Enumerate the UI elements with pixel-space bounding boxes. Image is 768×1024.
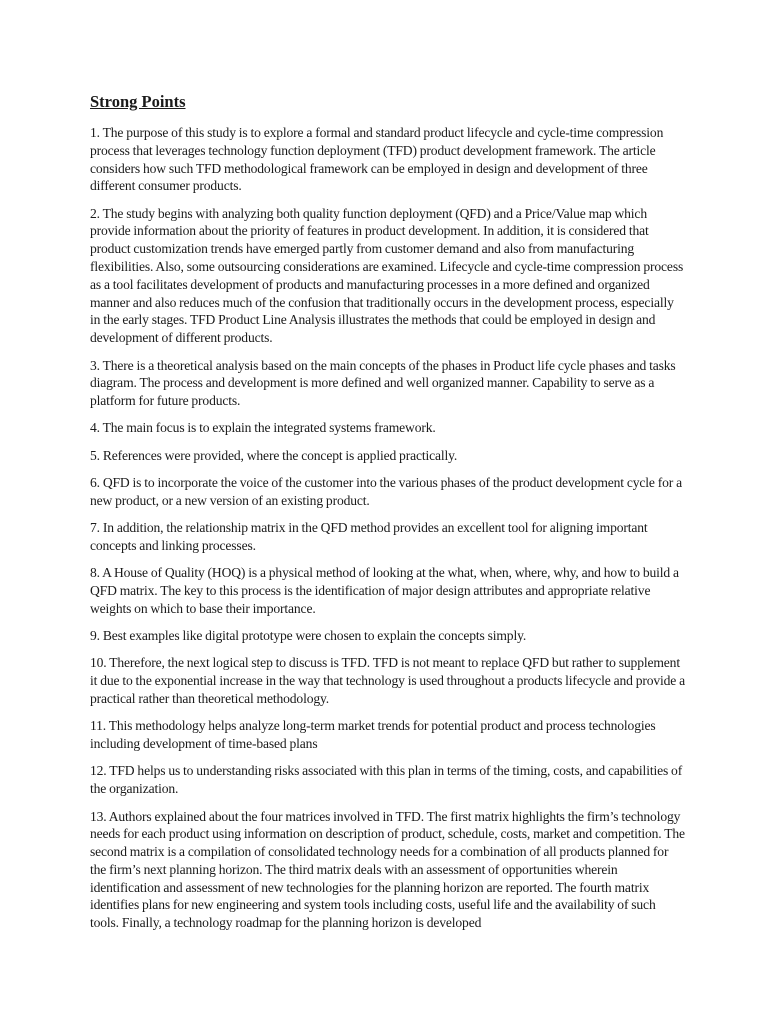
paragraph-1: 1. The purpose of this study is to explore a formal and standard product lifecycle and cycle-time compression process that leverages technology function deployment (TFD) product development framework. The article considers how such TFD methodological framework can be employed in design and development of three different consumer products. [90,125,664,194]
paragraph-2: 2. The study begins with analyzing both quality function deployment (QFD) and a Price/Value map which provide information about the priority of features in product development. In addition, it is considered that product customization trends have emerged partly from customer demand and also from manufacturing flexibilities. Also, some outsourcing considerations are examined. Lifecycle and cycle-time compression process as a tool facilitates development of products and manufacturing processes in a more defined and organized manner and also reduces much of the confusion that traditionally occurs in the development process, especially in the early stages. TFD Product Line Analysis illustrates the methods that could be employed in design and development of different products. [90,205,684,346]
paragraph-4: 4. The main focus is to explain the integrated systems framework. [90,420,436,436]
paragraph-11: 11. This methodology helps analyze long-term market trends for potential product and process technologies including development of time-based plans [90,718,656,752]
paragraph-6: 6. QFD is to incorporate the voice of the customer into the various phases of the product development cycle for a new product, or a new version of an existing product. [90,475,682,508]
paragraph-10: 10. Therefore, the next logical step to discuss is TFD. TFD is not meant to replace QFD but rather to supplement it due to the exponential increase in the way that technology is used throughout a products lifecycle and provide a practical rather than theoretical methodology. [90,655,686,707]
paragraph-3: 3. There is a theoretical analysis based on the main concepts of the phases in Product life cycle phases and tasks diagram. The process and development is more defined and well organized manner. Capability to serve as a platform for future products. [90,357,676,409]
paragraph-9: 9. Best examples like digital prototype were chosen to explain the concepts simply. [90,628,527,644]
paragraph-12: 12. TFD helps us to understanding risks associated with this plan in terms of the timing, costs, and capabilities of the organization. [90,763,683,797]
paragraph-8: 8. A House of Quality (HOQ) is a physical method of looking at the what, when, where, why, and how to build a QFD matrix. The key to this process is the identification of major design attributes and appropriate relative weights on which to base their importance. [90,565,679,616]
section-heading: Strong Points [90,92,186,111]
paragraph-5: 5. References were provided, where the concept is applied practically. [90,447,458,463]
paragraph-7: 7. In addition, the relationship matrix in the QFD method provides an excellent tool for aligning important concepts and linking processes. [90,520,648,553]
paragraph-13: 13. Authors explained about the four matrices involved in TFD. The first matrix highlights the firm’s technology needs for each product using information on description of product, schedule, costs, market and competition. The second matrix is a compilation of consolidated technology needs for a combination of all products planned for the firm’s next planning horizon. The third matrix deals with an assessment of opportunities wherein identification and assessment of new technologies for the planning horizon are reported. The fourth matrix identifies plans for new engineering and system tools including costs, useful life and the availability of such tools. Finally, a technology roadmap for the planning horizon is developed [90,808,685,931]
document-page [90,92,686,942]
